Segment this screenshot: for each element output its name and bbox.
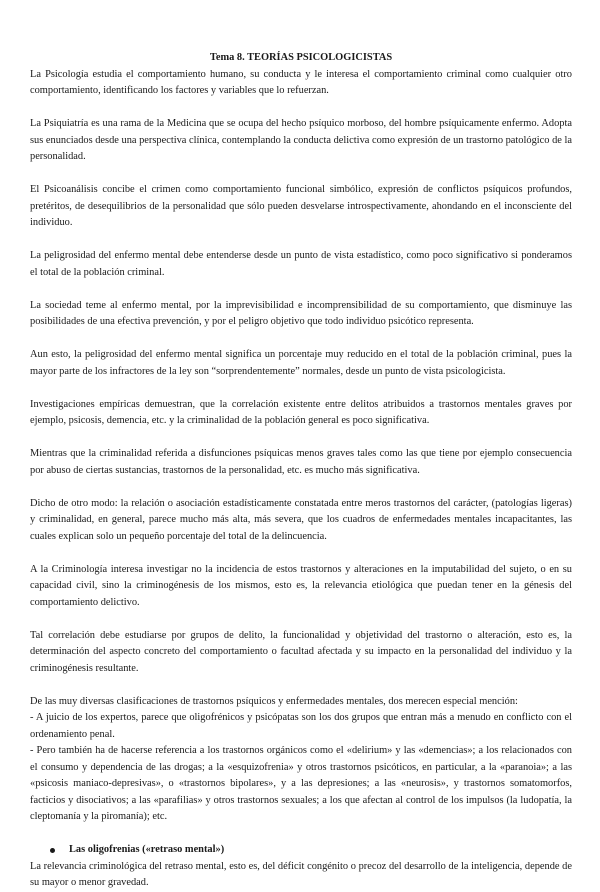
section-heading-text: Las oligofrenias («retraso mental») — [69, 844, 225, 855]
paragraph-psicologia: La Psicología estudia el comportamiento humano, su conducta y le interesa el comportamiento criminal como cualquier otro comportamiento, identificando los factores y variables que lo refuerzan. — [30, 68, 572, 96]
document-page — [30, 50, 572, 892]
paragraph-psicoanalisis: El Psicoanálisis concibe el crimen como comportamiento funcional simbólico, expresión de conflictos psíquicos profundos, pretéritos, de desequilibrios de la personalidad que sólo pueden desvelarse introspectivamente, ahondando en el inconsciente del individuo. — [30, 184, 572, 228]
paragraph-psiquiatria: La Psiquiatría es una rama de la Medicina que se ocupa del hecho psíquico morboso, del hombre psíquicamente enfermo. Adopta sus enunciados desde una perspectiva clínica, contemplando la conducta delictiva como expresión de un trastorno patológico de la personalidad. — [30, 118, 572, 162]
paragraph-investigaciones: Investigaciones empíricas demuestran, que la correlación existente entre delitos atribuidos a trastornos mentales graves por ejemplo, psicosis, demencia, etc. y la criminalidad de la población general es poco significativa. — [30, 398, 572, 426]
paragraph-mientras: Mientras que la criminalidad referida a disfunciones psíquicas menos graves tales como las que tiene por ejemplo consecuencia por abuso de ciertas sustancias, trastornos de la personalidad, etc. es mucho más significativa. — [30, 448, 572, 476]
paragraph-aun-esto: Aun esto, la peligrosidad del enfermo mental significa un porcentaje muy reducido en el total de la población criminal, pues la mayor parte de los infractores de la ley son “sorprendentemente” normales, desde un punto de vista psicologicista. — [30, 349, 572, 377]
section-heading — [30, 842, 572, 859]
paragraph-correlacion: Tal correlación debe estudiarse por grupos de delito, la funcionalidad y objetividad del trastorno o alteración, esto es, la determinación del aspecto concreto del comportamiento o facultad afectada y su impacto en la personalidad del individuo y la criminogénesis resultante. — [30, 629, 572, 674]
list-intro: De las muy diversas clasificaciones de trastornos psíquicos y enfermedades mentales, dos merecen especial mención: — [30, 695, 518, 707]
paragraph-criminologia: A la Criminología interesa investigar no la incidencia de estos trastornos y alteraciones en la imputabilidad del sujeto, o en su capacidad civil, sino la criminogénesis de los mismos, esto es, la relevancia etiológica que puedan tener en la génesis del comportamiento delictivo. — [30, 563, 572, 608]
paragraph-peligrosidad: La peligrosidad del enfermo mental debe entenderse desde un punto de vista estadístico, como poco significativo si ponderamos el total de la población criminal. — [30, 250, 572, 278]
section-paragraph: La relevancia criminológica del retraso mental, esto es, del déficit congénito o precoz del desarrollo de la inteligencia, depende de su mayor o menor gravedad. — [30, 860, 572, 888]
list-item: - A juicio de los expertos, parece que oligofrénicos y psicópatas son los dos grupos que entran más a menudo en conflicto con el ordenamiento penal. — [30, 712, 572, 740]
document-title: Tema 8. TEORÍAS PSICOLOGICISTAS — [209, 52, 393, 63]
bullet-icon — [50, 848, 55, 853]
paragraph-sociedad: La sociedad teme al enfermo mental, por la imprevisibilidad e incomprensibilidad de su comportamiento, que disminuye las posibilidades de una efectiva prevención, y por el peligro objetivo que todo individuo psicótico representa. — [30, 299, 572, 327]
paragraph-dicho: Dicho de otro modo: la relación o asociación estadísticamente constatada entre meros trastornos del carácter, (patologías ligeras) y criminalidad, en general, parece mucho más alta, más severa, que los cuadros de enfermedades mentales incapacitantes, las cuales explican solo un pequeño porcentaje del total de la delincuencia. — [30, 497, 572, 542]
list-item: - Pero también ha de hacerse referencia a los trastornos orgánicos como el «delirium» y las «demencias»; a los relacionados con el consumo y dependencia de las drogas; a la «esquizofrenia» y otros trastornos psicóticos, en particular, a la «paranoia»; a las «psicosis maniaco-depresivas», o «trastornos bipolares», y a las depresiones; a las «neurosis», y trastornos somatomorfos, facticios y disociativos; a las «parafilias» y otros trastornos sexuales; a los que afectan al control de los impulsos (la ludopatía, la cleptomanía y la piromanía); etc. — [30, 745, 572, 822]
